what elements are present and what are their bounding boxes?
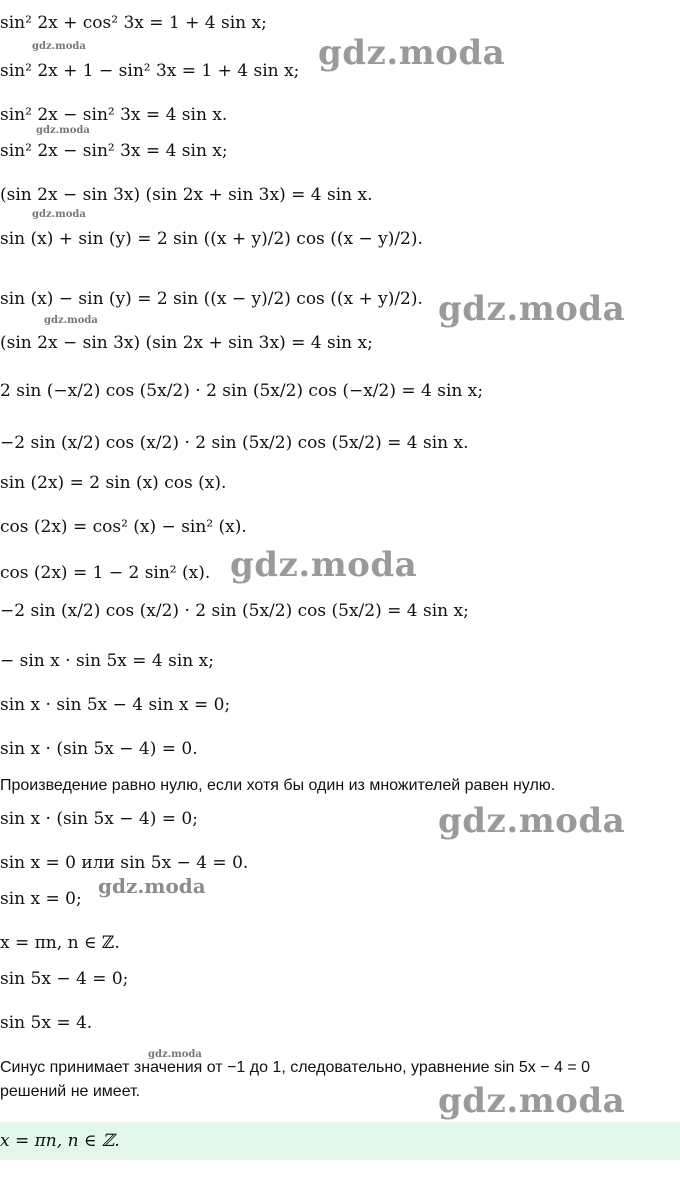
equation-line: cos (2x) = cos² (x) − sin² (x). bbox=[0, 517, 247, 537]
equation-line: (sin 2x − sin 3x) (sin 2x + sin 3x) = 4 sin x. bbox=[0, 185, 373, 205]
equation-line: sin x · sin 5x − 4 sin x = 0; bbox=[0, 695, 231, 715]
equation-line: sin² 2x − sin² 3x = 4 sin x; bbox=[0, 141, 228, 161]
watermark: gdz.moda bbox=[438, 1081, 626, 1121]
equation-line: sin (x) − sin (y) = 2 sin ((x − y)/2) cos ((x + y)/2). bbox=[0, 289, 423, 309]
answer-highlight: x = πn, n ∈ ℤ. bbox=[0, 1122, 680, 1160]
equation-line: sin x = 0 или sin 5x − 4 = 0. bbox=[0, 853, 249, 873]
watermark: gdz.moda bbox=[36, 125, 90, 136]
equation-line: sin² 2x + 1 − sin² 3x = 1 + 4 sin x; bbox=[0, 61, 300, 81]
equation-line: sin x = 0; bbox=[0, 889, 82, 909]
equation-line: cos (2x) = 1 − 2 sin² (x). bbox=[0, 563, 211, 583]
equation-line: x = πn, n ∈ ℤ. bbox=[0, 933, 120, 953]
equation-line: sin² 2x + cos² 3x = 1 + 4 sin x; bbox=[0, 13, 267, 33]
equation-line: sin x · (sin 5x − 4) = 0; bbox=[0, 809, 198, 829]
watermark: gdz.moda bbox=[44, 315, 98, 326]
watermark: gdz.moda bbox=[98, 874, 206, 898]
equation-line: sin² 2x − sin² 3x = 4 sin x. bbox=[0, 105, 228, 125]
equation-line: sin 5x − 4 = 0; bbox=[0, 969, 129, 989]
watermark: gdz.moda bbox=[148, 1049, 202, 1060]
watermark: gdz.moda bbox=[438, 289, 626, 329]
statement-sine-range: Синус принимает значения от −1 до 1, следовательно, уравнение sin 5x − 4 = 0 решений не имеет. bbox=[0, 1059, 591, 1100]
statement-zero-product: Произведение равно нулю, если хотя бы один из множителей равен нулю. bbox=[0, 777, 556, 794]
equation-line: sin (x) + sin (y) = 2 sin ((x + y)/2) cos ((x − y)/2). bbox=[0, 229, 423, 249]
watermark: gdz.moda bbox=[318, 33, 506, 73]
watermark: gdz.moda bbox=[438, 801, 626, 841]
equation-line: −2 sin (x/2) cos (x/2) · 2 sin (5x/2) cos (5x/2) = 4 sin x; bbox=[0, 601, 469, 621]
watermark: gdz.moda bbox=[230, 545, 418, 585]
equation-line: sin 5x = 4. bbox=[0, 1013, 93, 1033]
equation-line: sin (2x) = 2 sin (x) cos (x). bbox=[0, 473, 227, 493]
watermark: gdz.moda bbox=[32, 209, 86, 220]
equation-line: 2 sin (−x/2) cos (5x/2) · 2 sin (5x/2) cos (−x/2) = 4 sin x; bbox=[0, 381, 484, 401]
equation-line: −2 sin (x/2) cos (x/2) · 2 sin (5x/2) cos (5x/2) = 4 sin x. bbox=[0, 433, 469, 453]
watermark: gdz.moda bbox=[32, 41, 86, 52]
equation-line: − sin x · sin 5x = 4 sin x; bbox=[0, 651, 214, 671]
equation-line: (sin 2x − sin 3x) (sin 2x + sin 3x) = 4 sin x; bbox=[0, 333, 373, 353]
equation-line: sin x · (sin 5x − 4) = 0. bbox=[0, 739, 198, 759]
